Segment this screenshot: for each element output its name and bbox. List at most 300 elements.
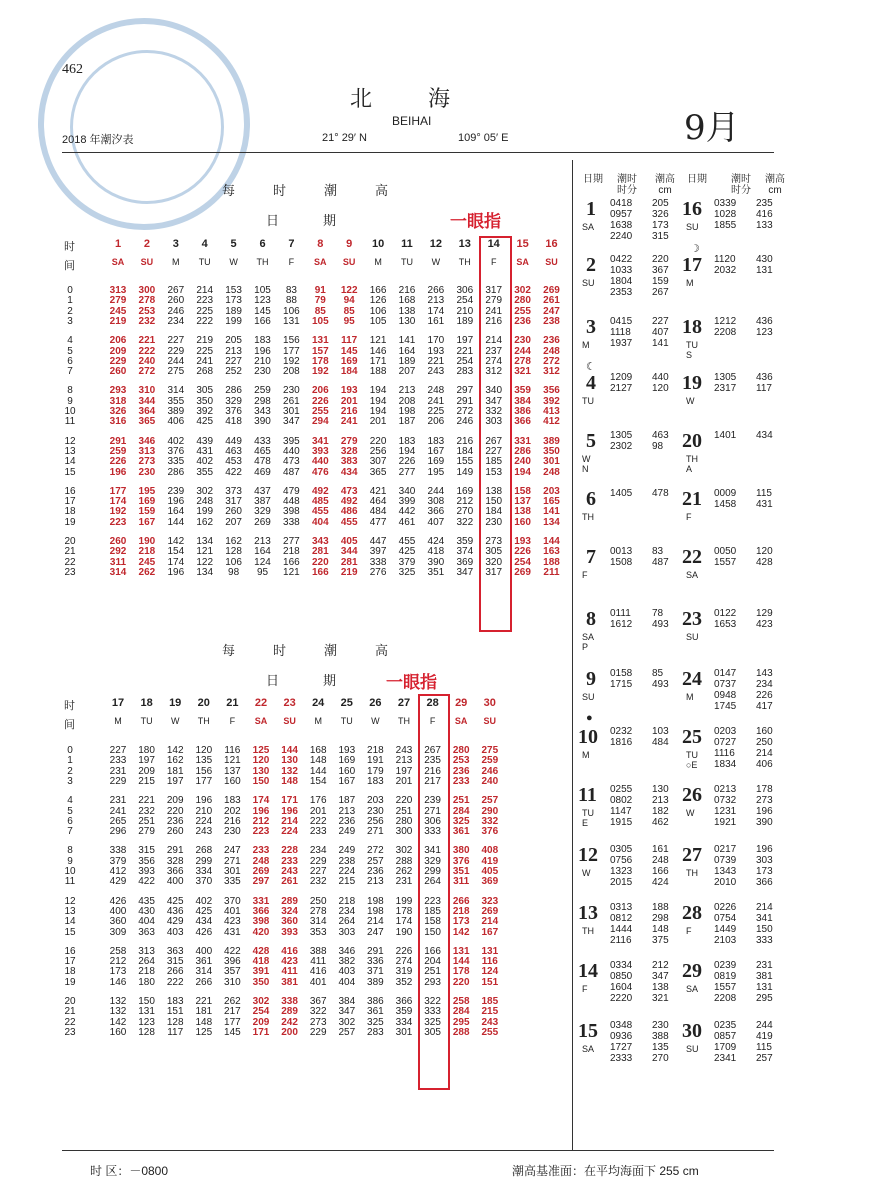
tide-height-cell: 224 xyxy=(338,866,356,877)
tide-height-cell: 254 xyxy=(514,556,531,568)
tide-height-cell: 229 xyxy=(109,775,127,787)
tide-height-cell: 291 xyxy=(367,945,384,957)
tide-height-cell: 259 xyxy=(481,755,499,767)
tide-height-cell: 189 xyxy=(398,355,416,367)
page-number: 462 xyxy=(62,62,83,77)
tide-height-cell: 125 xyxy=(252,745,270,756)
tide-height-cell: 413 xyxy=(543,406,560,417)
tide-height-cell: 412 xyxy=(109,866,127,877)
tide-height-cell: 260 xyxy=(225,506,242,518)
tide-height-cell: 225 xyxy=(196,345,214,357)
tide-height-cell: 463 xyxy=(225,445,242,457)
hour-label: 14 xyxy=(64,916,76,928)
rp-height-header-2: 潮高 cm xyxy=(765,174,785,196)
tide-height-cell: 228 xyxy=(281,845,298,857)
tide-height-cell: 214 xyxy=(367,916,384,928)
tide-height-cell: 197 xyxy=(395,765,413,777)
tide-height-cell: 353 xyxy=(309,926,327,938)
tide-height-cell: 193 xyxy=(427,345,445,357)
tide-height-cell: 144 xyxy=(281,745,298,756)
weekday-header: SU xyxy=(283,716,296,726)
tide-height-cell: 134 xyxy=(196,566,214,578)
tide-height-cell: 289 xyxy=(281,1006,298,1018)
tide-height-cell: 131 xyxy=(481,945,499,957)
tide-height-cell: 94 xyxy=(343,295,355,307)
tide-height-cell: 301 xyxy=(224,866,241,877)
tide-height-cell: 301 xyxy=(543,456,560,468)
rp-day-number: 6 xyxy=(586,488,596,510)
hour-label: 23 xyxy=(64,566,76,578)
tide-height-cell: 317 xyxy=(485,566,503,578)
tide-height-cell: 422 xyxy=(225,466,242,478)
hour-label: 4 xyxy=(67,795,73,807)
tide-height-cell: 230 xyxy=(254,366,271,378)
tide-height-cell: 162 xyxy=(225,536,242,547)
tide-height-cell: 260 xyxy=(167,295,185,307)
tide-height-cell: 142 xyxy=(167,536,185,547)
latitude: 21° 29′ N xyxy=(322,132,367,144)
day-header: 18 xyxy=(140,697,153,709)
tide-height-cell: 269 xyxy=(543,285,560,296)
tide-height-cell: 320 xyxy=(485,556,503,568)
tide-height-cell: 382 xyxy=(338,956,356,968)
tide-height-cell: 196 xyxy=(195,795,213,807)
tide-height-cell: 123 xyxy=(138,1016,155,1028)
tide-height-cell: 194 xyxy=(369,395,387,407)
tide-height-cell: 167 xyxy=(338,775,356,787)
tide-height-cell: 249 xyxy=(338,826,356,838)
rp-day-number: 12 xyxy=(578,844,598,866)
tide-height-cell: 299 xyxy=(195,855,213,867)
tide-height-cell: 173 xyxy=(225,295,242,307)
tide-height-cell: 288 xyxy=(395,855,413,867)
hour-label: 16 xyxy=(64,945,76,957)
rp-day-number: 23 xyxy=(682,608,702,630)
hour-label: 9 xyxy=(67,395,73,407)
tide-height-cell: 423 xyxy=(281,956,298,968)
tide-height-cell: 245 xyxy=(109,305,127,317)
tide-height-cell: 231 xyxy=(109,765,127,777)
rp-weekday: M xyxy=(686,278,694,288)
tide-height-cell: 181 xyxy=(195,1006,213,1018)
rp-weekday: TH A xyxy=(686,454,698,474)
tide-height-cell: 185 xyxy=(481,996,499,1007)
tide-height-cell: 284 xyxy=(452,1006,470,1018)
tide-height-cell: 273 xyxy=(309,1016,327,1028)
tide-height-cell: 259 xyxy=(109,445,127,457)
tide-height-cell: 376 xyxy=(167,445,185,457)
tide-height-cell: 376 xyxy=(225,406,242,417)
hour-label: 10 xyxy=(64,406,76,417)
tide-height-cell: 201 xyxy=(340,395,358,407)
rp-tide-times: 0422 1033 1804 2353 xyxy=(610,254,633,298)
tide-height-cell: 151 xyxy=(481,976,499,988)
tide-height-cell: 291 xyxy=(109,435,127,447)
tide-height-cell: 243 xyxy=(195,826,213,838)
tide-height-cell: 302 xyxy=(514,285,531,296)
tide-height-cell: 449 xyxy=(225,435,242,447)
tide-height-cell: 238 xyxy=(543,315,560,327)
tide-height-cell: 236 xyxy=(338,815,356,827)
tide-height-cell: 181 xyxy=(166,765,184,777)
hour-label: 5 xyxy=(67,345,73,357)
tide-height-cell: 209 xyxy=(166,795,184,807)
tide-height-cell: 297 xyxy=(252,876,270,888)
hour-label: 1 xyxy=(67,755,73,767)
tide-height-cell: 121 xyxy=(369,335,387,347)
hour-label: 19 xyxy=(64,976,76,988)
tide-height-cell: 209 xyxy=(109,345,127,357)
tide-height-cell: 386 xyxy=(514,406,531,417)
tide-height-cell: 217 xyxy=(224,1006,241,1018)
tide-height-cell: 431 xyxy=(224,926,241,938)
rp-tide-times: 1305 2317 xyxy=(714,372,737,394)
tide-height-cell: 469 xyxy=(254,466,271,478)
rp-weekday: TU xyxy=(582,396,594,406)
tide-height-cell: 145 xyxy=(340,345,358,357)
tide-height-cell: 216 xyxy=(340,406,358,417)
rp-day-number: 9 xyxy=(586,668,596,690)
rp-day-number: 8 xyxy=(586,608,596,630)
tide-height-cell: 402 xyxy=(196,456,214,468)
panel-divider xyxy=(572,160,573,1150)
tide-height-cell: 407 xyxy=(427,516,445,528)
tide-height-cell: 160 xyxy=(224,775,241,787)
rp-tide-heights: 440 120 xyxy=(652,372,669,394)
weekday-header: W xyxy=(431,257,441,267)
tide-height-cell: 142 xyxy=(166,745,184,756)
tide-height-cell: 167 xyxy=(481,926,499,938)
tide-height-cell: 166 xyxy=(283,556,300,568)
tide-height-cell: 277 xyxy=(398,466,416,478)
tide-height-cell: 161 xyxy=(427,315,445,327)
tide-height-cell: 315 xyxy=(138,845,155,857)
tide-height-cell: 314 xyxy=(167,385,185,397)
weekday-header: SA xyxy=(111,257,125,267)
tide-height-cell: 264 xyxy=(138,956,155,968)
tide-height-cell: 205 xyxy=(225,335,242,347)
rp-tide-times: 0339 1028 1855 xyxy=(714,198,737,231)
rp-height-header: 潮高 cm xyxy=(655,174,675,196)
tide-height-cell: 180 xyxy=(138,976,155,988)
hour-label: 6 xyxy=(67,355,73,367)
tide-height-cell: 487 xyxy=(283,466,300,478)
handwritten-annotation: 一眼指 xyxy=(450,212,501,232)
day-header: 17 xyxy=(111,697,125,709)
tide-height-cell: 325 xyxy=(367,1016,384,1028)
day-header: 9 xyxy=(346,238,353,250)
tide-height-cell: 455 xyxy=(340,516,358,528)
tide-height-cell: 167 xyxy=(138,516,156,528)
tide-height-cell: 243 xyxy=(481,1016,499,1028)
tide-height-cell: 221 xyxy=(456,345,474,357)
tide-height-cell: 233 xyxy=(252,845,270,857)
tide-height-cell: 235 xyxy=(424,755,441,767)
tide-height-cell: 95 xyxy=(343,315,355,327)
tide-height-cell: 180 xyxy=(138,745,155,756)
tide-height-cell: 131 xyxy=(283,315,300,327)
rp-day-number: 10 xyxy=(578,726,598,748)
weekday-header: SA xyxy=(314,257,327,267)
tide-height-cell: 492 xyxy=(340,496,358,508)
rp-tide-times: 1212 2208 xyxy=(714,316,737,338)
tide-height-cell: 214 xyxy=(196,285,214,296)
tide-height-cell: 383 xyxy=(340,456,358,468)
tide-height-cell: 218 xyxy=(452,905,470,917)
tide-height-cell: 278 xyxy=(309,905,327,917)
tide-height-cell: 218 xyxy=(338,895,356,907)
tide-height-cell: 284 xyxy=(452,805,470,817)
tide-height-cell: 221 xyxy=(195,996,213,1007)
rp-date-header: 日期 xyxy=(583,174,603,185)
tide-height-cell: 440 xyxy=(283,445,300,457)
moon-phase-icon: ☾ xyxy=(586,361,596,373)
tide-height-cell: 120 xyxy=(252,755,270,767)
tide-height-cell: 366 xyxy=(166,866,184,877)
day-header: 12 xyxy=(429,238,443,250)
rp-tide-times: 0348 0936 1727 2333 xyxy=(610,1020,633,1064)
tide-height-cell: 230 xyxy=(485,516,503,528)
tide-height-cell: 307 xyxy=(369,456,387,468)
tide-height-cell: 215 xyxy=(338,876,356,888)
tide-height-cell: 214 xyxy=(281,815,298,827)
tide-height-cell: 146 xyxy=(109,976,127,988)
tide-height-cell: 220 xyxy=(395,795,413,807)
hour-label: 15 xyxy=(64,926,76,938)
tide-height-cell: 177 xyxy=(195,775,213,787)
rp-day-number: 25 xyxy=(682,726,702,748)
tide-height-cell: 171 xyxy=(252,1026,270,1038)
tide-height-cell: 239 xyxy=(167,485,185,497)
tide-height-cell: 137 xyxy=(514,496,531,508)
tide-height-cell: 201 xyxy=(369,416,387,428)
tide-height-cell: 258 xyxy=(452,996,470,1007)
tide-height-cell: 171 xyxy=(369,355,387,367)
tide-height-cell: 266 xyxy=(427,285,445,296)
tide-height-cell: 220 xyxy=(452,976,470,988)
tide-height-cell: 227 xyxy=(109,745,127,756)
tide-height-cell: 360 xyxy=(109,916,127,928)
day-header: 19 xyxy=(169,697,182,709)
tide-height-cell: 485 xyxy=(311,496,329,508)
tide-height-cell: 416 xyxy=(281,945,298,957)
tide-height-cell: 254 xyxy=(456,295,474,307)
tide-height-cell: 396 xyxy=(224,956,241,968)
tide-height-cell: 344 xyxy=(340,546,358,558)
rp-weekday: F xyxy=(686,512,692,522)
tide-height-cell: 197 xyxy=(456,335,474,347)
tide-height-cell: 121 xyxy=(196,546,214,558)
tide-height-cell: 138 xyxy=(485,485,503,497)
tide-height-cell: 329 xyxy=(225,395,242,407)
tide-height-cell: 214 xyxy=(485,335,503,347)
tide-height-cell: 473 xyxy=(340,485,358,497)
tide-height-cell: 253 xyxy=(138,305,156,317)
rp-weekday: TH xyxy=(686,868,698,878)
tide-height-cell: 279 xyxy=(340,435,358,447)
tide-height-cell: 420 xyxy=(252,926,270,938)
tide-height-cell: 243 xyxy=(427,366,445,378)
tide-height-cell: 194 xyxy=(398,445,416,457)
tide-height-cell: 213 xyxy=(338,805,356,817)
tide-height-cell: 117 xyxy=(167,1026,184,1038)
tide-height-cell: 363 xyxy=(166,945,184,957)
tide-height-cell: 220 xyxy=(369,435,387,447)
weekday-header: TU xyxy=(140,716,153,726)
tide-height-cell: 323 xyxy=(481,895,499,907)
tide-height-cell: 199 xyxy=(225,315,242,327)
tide-height-cell: 233 xyxy=(452,775,470,787)
tide-height-cell: 340 xyxy=(485,385,503,397)
tide-height-cell: 210 xyxy=(254,355,271,367)
tide-height-cell: 197 xyxy=(138,755,155,767)
tide-height-cell: 154 xyxy=(167,546,185,558)
tide-height-cell: 173 xyxy=(452,916,470,928)
weekday-header: SA xyxy=(454,716,468,726)
tide-height-cell: 171 xyxy=(281,795,298,807)
tide-height-cell: 301 xyxy=(283,406,300,417)
tide-height-cell: 207 xyxy=(398,366,416,378)
tide-height-cell: 411 xyxy=(310,956,327,968)
tide-height-cell: 256 xyxy=(369,445,387,457)
tide-height-cell: 331 xyxy=(252,895,270,907)
rp-day-number: 22 xyxy=(682,546,702,568)
tide-height-cell: 280 xyxy=(395,815,413,827)
rp-tide-times: 0009 1458 xyxy=(714,488,737,510)
tide-height-cell: 347 xyxy=(338,1006,356,1018)
hour-label: 3 xyxy=(67,775,73,787)
tide-height-cell: 251 xyxy=(138,815,155,827)
tide-height-cell: 425 xyxy=(398,546,416,558)
tide-height-cell: 333 xyxy=(424,1006,441,1018)
tide-height-cell: 271 xyxy=(367,826,384,838)
hour-label: 21 xyxy=(64,1006,76,1018)
tide-height-cell: 366 xyxy=(395,996,413,1007)
tide-height-cell: 188 xyxy=(369,366,387,378)
tide-height-cell: 328 xyxy=(340,445,358,457)
tide-height-cell: 314 xyxy=(195,966,213,978)
tide-height-cell: 315 xyxy=(166,956,184,968)
day-header: 29 xyxy=(455,697,468,709)
day-header: 10 xyxy=(371,238,385,250)
tide-height-cell: 132 xyxy=(109,996,127,1007)
tide-height-cell: 317 xyxy=(225,496,242,508)
tide-height-cell: 418 xyxy=(427,546,445,558)
tide-height-cell: 311 xyxy=(109,556,127,568)
tide-height-cell: 356 xyxy=(543,385,560,397)
tide-height-cell: 230 xyxy=(367,805,384,817)
tide-height-cell: 359 xyxy=(514,385,531,397)
tide-height-cell: 476 xyxy=(311,466,329,478)
tide-height-cell: 244 xyxy=(514,345,531,357)
tide-height-cell: 199 xyxy=(196,506,214,518)
tide-height-cell: 137 xyxy=(224,765,241,777)
hour-label: 0 xyxy=(67,745,73,756)
day-header: 25 xyxy=(340,697,353,709)
rp-tide-heights: 196 303 173 366 xyxy=(756,844,773,888)
tide-height-cell: 388 xyxy=(309,945,327,957)
tide-height-cell: 192 xyxy=(109,506,127,518)
tide-height-cell: 206 xyxy=(427,416,445,428)
rp-weekday: TU E xyxy=(582,808,594,828)
tide-height-cell: 478 xyxy=(254,456,271,468)
tide-height-cell: 219 xyxy=(340,566,358,578)
tide-height-cell: 213 xyxy=(395,755,413,767)
tide-height-cell: 338 xyxy=(109,845,127,857)
rp-tide-times: 0235 0857 1709 2341 xyxy=(714,1020,737,1064)
tide-height-cell: 213 xyxy=(398,385,416,397)
tide-height-cell: 492 xyxy=(311,485,329,497)
tide-height-cell: 241 xyxy=(485,305,503,317)
hour-label: 11 xyxy=(64,876,76,888)
tide-height-cell: 225 xyxy=(196,305,214,317)
tide-height-cell: 305 xyxy=(196,385,214,397)
day-header: 6 xyxy=(259,238,266,250)
tide-height-cell: 397 xyxy=(369,546,387,558)
rp-day-number: 1 xyxy=(586,198,596,220)
tide-height-cell: 187 xyxy=(338,795,356,807)
tide-height-cell: 232 xyxy=(138,315,156,327)
hour-label: 16 xyxy=(64,485,76,497)
tide-height-cell: 297 xyxy=(456,385,474,397)
rp-weekday: TH xyxy=(582,926,594,936)
tide-height-cell: 392 xyxy=(543,395,560,407)
rp-weekday: SA xyxy=(582,1044,595,1054)
tide-height-cell: 196 xyxy=(281,805,298,817)
tide-height-cell: 280 xyxy=(452,745,470,756)
tide-height-cell: 369 xyxy=(456,556,474,568)
tide-height-cell: 150 xyxy=(424,926,441,938)
weekday-header: F xyxy=(288,257,295,267)
tide-height-cell: 260 xyxy=(166,826,184,838)
rp-weekday: TU S xyxy=(686,340,698,360)
tide-height-cell: 271 xyxy=(224,855,241,867)
tide-height-cell: 187 xyxy=(398,416,416,428)
tide-height-cell: 169 xyxy=(338,755,356,767)
tide-height-cell: 317 xyxy=(485,285,503,296)
tide-height-cell: 405 xyxy=(481,866,499,877)
tide-height-cell: 340 xyxy=(398,485,416,497)
tide-height-cell: 130 xyxy=(252,765,270,777)
tide-height-cell: 116 xyxy=(481,956,498,968)
tide-height-cell: 188 xyxy=(543,556,560,568)
tide-height-cell: 210 xyxy=(456,305,474,317)
rp-tide-heights: 212 347 138 321 xyxy=(652,960,669,1004)
tide-height-cell: 347 xyxy=(485,395,503,407)
rp-tide-times: 1120 2032 xyxy=(714,254,737,276)
day-header: 7 xyxy=(288,238,295,250)
tide-height-cell: 283 xyxy=(456,366,474,378)
tide-height-cell: 214 xyxy=(481,916,499,928)
tide-height-cell: 124 xyxy=(481,966,499,978)
tide-height-cell: 105 xyxy=(369,315,387,327)
rp-tide-heights: 478 xyxy=(652,488,669,499)
tide-height-cell: 300 xyxy=(138,285,156,296)
tide-height-cell: 241 xyxy=(340,416,358,428)
tide-height-cell: 279 xyxy=(138,826,155,838)
rp-weekday: SU xyxy=(686,222,699,232)
tide-height-cell: 160 xyxy=(109,1026,127,1038)
tide-height-cell: 255 xyxy=(514,305,531,317)
tide-height-cell: 168 xyxy=(309,745,327,756)
tide-height-cell: 173 xyxy=(109,966,127,978)
rp-tide-times: 1405 xyxy=(610,488,633,499)
tide-height-cell: 192 xyxy=(283,355,300,367)
tide-height-cell: 300 xyxy=(395,826,413,838)
tide-height-cell: 106 xyxy=(283,305,300,317)
tide-height-cell: 341 xyxy=(311,435,329,447)
rp-day-number: 28 xyxy=(682,902,702,924)
